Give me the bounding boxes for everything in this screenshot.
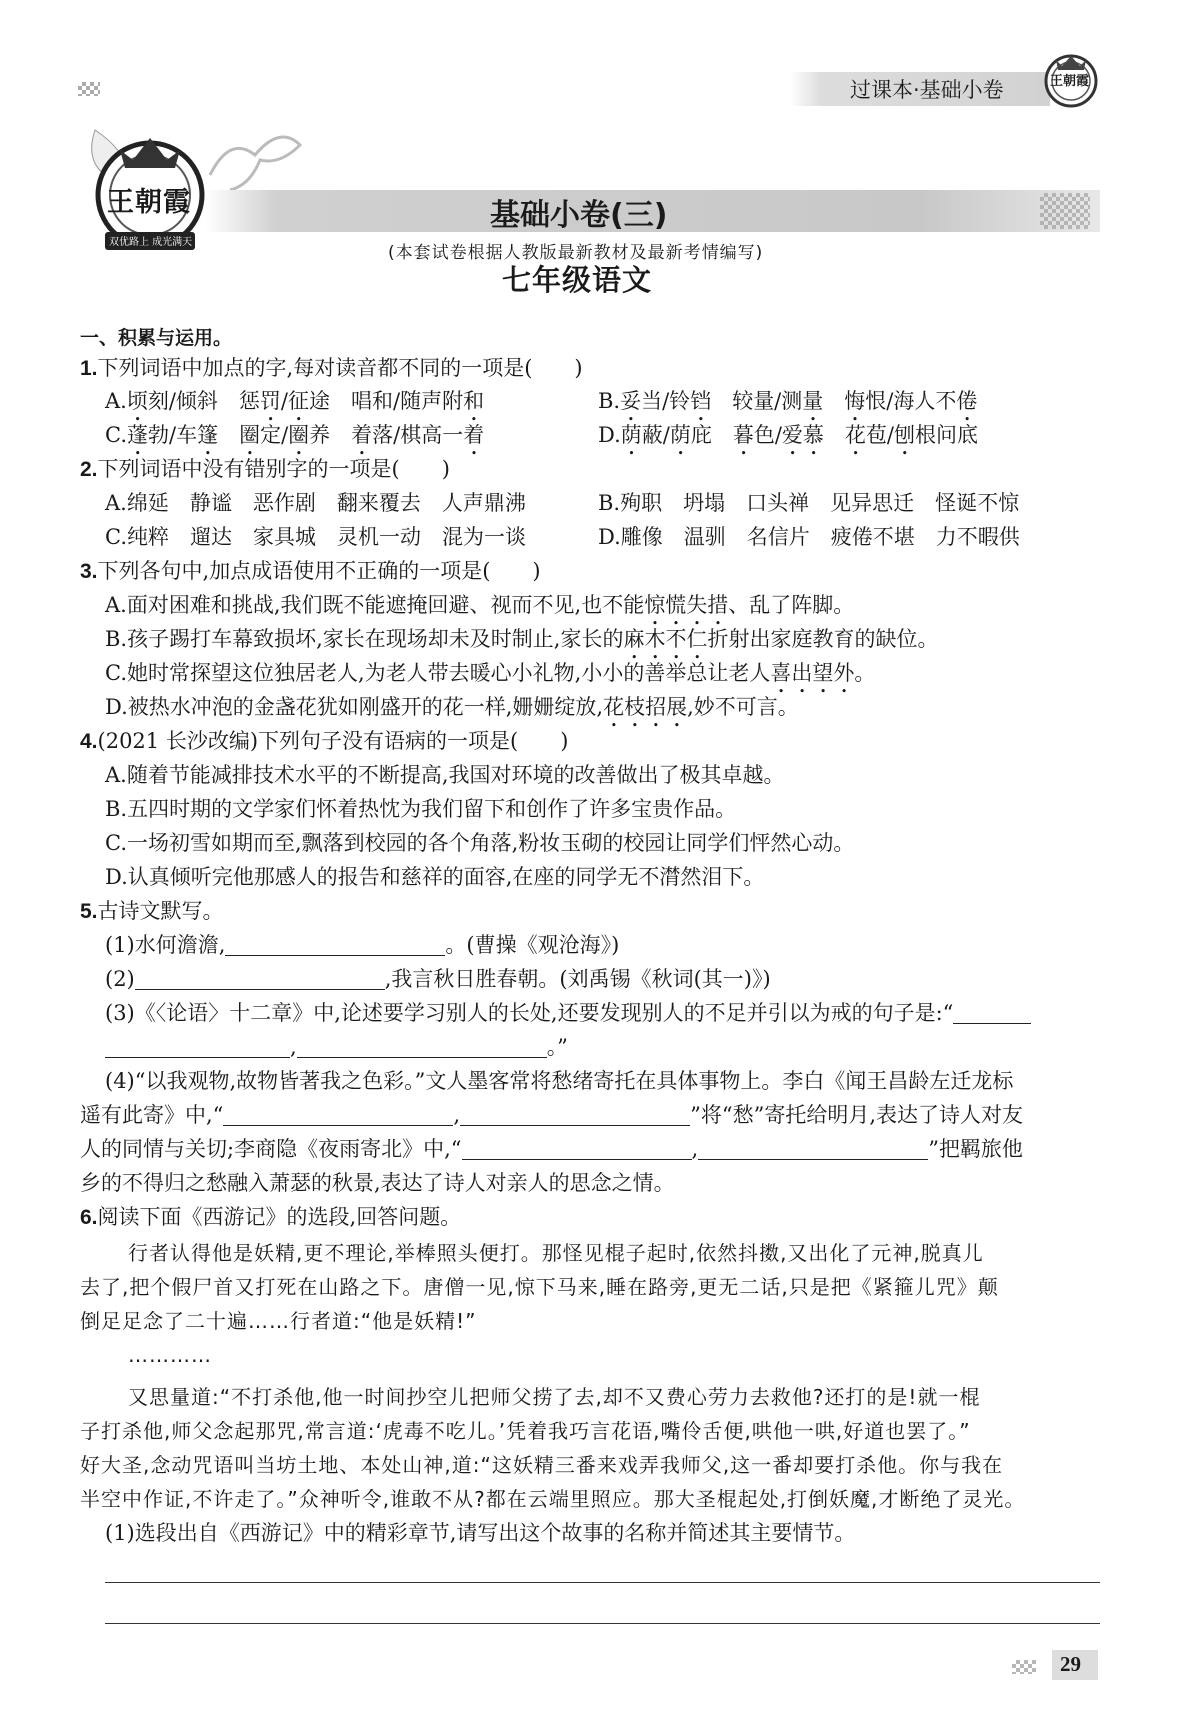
passage-line: 又思量道:“不打杀他,他一时间抄空儿把师父捞了去,却不又费心劳力去救他?还打的是!就一棍 xyxy=(128,1385,981,1409)
q1-c-text: 定/ xyxy=(260,423,289,447)
q1-c-label: C. xyxy=(105,423,127,447)
dotted-char: 荫 xyxy=(669,423,691,447)
q4-stem-text: (2021 长沙改编)下列句子没有语病的一项是( ) xyxy=(97,729,569,753)
dotted-char: 荫 xyxy=(620,423,642,447)
passage-line: 行者认得他是妖精,更不理论,举棒照头便打。那怪见棍子起时,依然抖擞,又出化了元神,脱真儿 xyxy=(128,1241,984,1265)
q1-b-text xyxy=(823,389,844,413)
q1-d-text: 根问底 xyxy=(915,423,978,447)
dotted-char: 花 xyxy=(844,423,866,447)
q5-number: 5. xyxy=(80,900,98,923)
dotted-char: 铛 xyxy=(690,389,712,413)
q5-part1 xyxy=(105,930,619,960)
dotted-char: 暮 xyxy=(732,423,754,447)
q2-number: 2. xyxy=(80,458,98,481)
series-title: 过课本·基础小卷 xyxy=(850,78,1004,102)
dotted-idiom: 惊慌失措 xyxy=(644,593,729,617)
q3-a-text: 、乱了阵脚。 xyxy=(728,593,855,617)
page-title: 基础小卷(三) xyxy=(490,198,668,233)
q5-p4-text: ”将“愁”寄托给明月,表达了诗人对友 xyxy=(690,1103,1023,1127)
passage-ellipsis: ………… xyxy=(128,1343,212,1367)
passage-line: 子打杀他,师父念起那咒,常言道:‘虎毒不吃儿。’凭着我巧言花语,嘴伶舌便,哄他一哄,好道也罢了。” xyxy=(80,1419,971,1443)
answer-line[interactable] xyxy=(105,1623,1100,1624)
answer-blank[interactable] xyxy=(953,1001,1031,1024)
q1-d-text: 庇 xyxy=(690,423,733,447)
q2-stem-text: 下列词语中没有错别字的一项是( ) xyxy=(97,457,450,481)
q3-number: 3. xyxy=(80,560,98,583)
page-number: 29 xyxy=(1060,1652,1081,1676)
q5-p1-text: (1)水何澹澹, xyxy=(105,933,226,957)
q3-stem-text: 下列各句中,加点成语使用不正确的一项是( ) xyxy=(97,559,541,583)
brand-seal-ribbon-text: 双优路上 成光满天 xyxy=(109,237,193,248)
ribbon-bow xyxy=(200,125,310,199)
q1-d-text: 苞/ xyxy=(865,423,894,447)
q1-a-text: 刻/倾斜 惩 xyxy=(147,389,260,413)
passage-line: 去了,把个假尸首又打死在山路之下。唐僧一见,惊下马来,睡在路旁,更无二话,只是把《紧箍儿咒》颠 xyxy=(80,1275,999,1299)
dotted-char: 圈 xyxy=(239,423,261,447)
answer-blank[interactable] xyxy=(225,933,445,956)
q5-part4-l4: 乡的不得归之愁融入萧瑟的秋景,表达了诗人对亲人的思念之情。 xyxy=(80,1171,675,1195)
answer-blank[interactable] xyxy=(105,1035,290,1058)
q5-part3-cont xyxy=(105,1032,568,1062)
q5-p2-text: ,我言秋日胜春朝。(刘禹锡《秋词(其一)》) xyxy=(384,967,771,991)
q1-d-text: 蔽/ xyxy=(641,423,670,447)
q4-option-d: D.认真倾听完他那感人的报告和慈祥的面容,在座的同学无不潸然泪下。 xyxy=(105,865,765,889)
section-heading: 一、积累与运用。 xyxy=(80,327,233,349)
decor-checker-title xyxy=(1040,193,1090,229)
dotted-idiom: 花枝招展 xyxy=(603,695,688,719)
q1-option-d xyxy=(598,420,978,460)
decor-checker-footer xyxy=(1012,1660,1036,1674)
dotted-char: 悔 xyxy=(844,389,866,413)
q3-d-text: ,妙不可言。 xyxy=(687,695,799,719)
q3-b-text: 折射出家庭教育的缺位。 xyxy=(707,627,939,651)
subject-title: 七年级语文 xyxy=(502,263,653,297)
q1-b-text: 恨/海人不 xyxy=(865,389,957,413)
q1-b-text xyxy=(711,389,732,413)
q1-a-text: 途 唱 xyxy=(309,389,372,413)
q5-p4-text: , xyxy=(453,1103,461,1127)
title-note: (本套试卷根据人教版最新教材及最新考情编写) xyxy=(388,243,764,263)
dotted-char: 圈 xyxy=(288,423,310,447)
q1-c-text: 养 xyxy=(309,423,352,447)
dotted-char: 和 xyxy=(463,389,485,413)
q1-c-text xyxy=(218,423,239,447)
q6-stem-text: 阅读下面《西游记》的选段,回答问题。 xyxy=(97,1205,462,1229)
q1-b-text: 较 xyxy=(732,389,754,413)
dotted-char: 妥 xyxy=(620,389,642,413)
q5-stem-text: 古诗文默写。 xyxy=(97,899,224,923)
q5-part2 xyxy=(105,964,771,994)
q3-a-text: A.面对困难和挑战,我们既不能遮掩回避、视而不见,也不能 xyxy=(105,593,645,617)
q3-c-text: C.她时常探望这位独居老人,为老人带去暖心小礼物,小小的善举总让老人 xyxy=(105,661,771,685)
q5-p3-text: 。” xyxy=(546,1035,568,1059)
passage-line: 好大圣,念动咒语叫当坊土地、本处山神,道:“这妖精三番来戏弄我师父,这一番却要打杀他。你与我在 xyxy=(80,1453,1004,1477)
q2-option-b: B.殉职 坍塌 口头禅 见异思迁 怪诞不惊 xyxy=(598,491,1020,515)
q1-c-text: 落/棋高一 xyxy=(372,423,464,447)
answer-blank[interactable] xyxy=(297,1035,547,1058)
q1-c-text: 勃/车 xyxy=(148,423,198,447)
q2-option-a: A.绵延 静谧 恶作剧 翻来覆去 人声鼎沸 xyxy=(105,491,526,515)
q1-d-text: 色/ xyxy=(753,423,782,447)
q5-part4: (4)“以我观物,故物皆著我之色彩。”文人墨客常将愁绪寄托在具体事物上。李白《闻王昌龄左迁龙标 xyxy=(105,1069,1014,1093)
answer-blank[interactable] xyxy=(462,1137,692,1160)
q5-part4-l2 xyxy=(80,1100,1023,1130)
dotted-idiom: 喜出望外 xyxy=(770,661,855,685)
q1-b-label: B. xyxy=(598,389,621,413)
q3-d-text: D.被热水冲泡的金盏花犹如刚盛开的花一样,姗姗绽放, xyxy=(105,695,604,719)
q1-number: 1. xyxy=(80,357,98,380)
q5-p4-text: ”把羁旅他 xyxy=(928,1137,1023,1161)
q5-p2-text: (2) xyxy=(105,967,135,991)
q4-number: 4. xyxy=(80,730,98,753)
q6-stem xyxy=(80,1202,461,1233)
brand-seal-large xyxy=(85,120,215,260)
q1-stem xyxy=(80,353,583,384)
dotted-char: 着 xyxy=(351,423,373,447)
dotted-char: 刨 xyxy=(894,423,915,447)
q1-b-text: 当/铃 xyxy=(641,389,691,413)
q5-p3-text: (3)《〈论语〉十二章》中,论述要学习别人的长处,还要发现别人的不足并引以为戒的句子是:“ xyxy=(105,1001,954,1025)
brand-seal-small-text: 王朝霞 xyxy=(1050,74,1090,89)
q4-option-c: C.一场初雪如期而至,飘落到校园的各个角落,粉妆玉砌的校园让同学们怦然心动。 xyxy=(105,831,855,855)
brand-seal-large-text: 王朝霞 xyxy=(107,187,191,218)
dotted-char: 量 xyxy=(802,389,824,413)
q6-number: 6. xyxy=(80,1206,98,1229)
brand-seal-small xyxy=(1042,50,1100,108)
q1-d-text xyxy=(824,423,845,447)
q1-b-text: 量/测 xyxy=(753,389,803,413)
dotted-char: 篷 xyxy=(197,423,219,447)
dotted-char: 顷 xyxy=(126,389,148,413)
answer-blank[interactable] xyxy=(135,967,385,990)
q1-stem-text: 下列词语中加点的字,每对读音都不同的一项是( ) xyxy=(97,356,583,380)
q5-p4-text: , xyxy=(691,1137,699,1161)
q4-option-a: A.随着节能减排技术水平的不断提高,我国对环境的改善做出了极其卓越。 xyxy=(105,763,785,787)
dotted-char: 罚/征 xyxy=(259,389,309,413)
q4-option-b: B.五四时期的文学家们怀着热忱为我们留下和创作了许多宝贵作品。 xyxy=(105,797,737,821)
dotted-char: 蓬 xyxy=(127,423,148,447)
q5-part4-l3 xyxy=(80,1134,1023,1164)
q2-option-c: C.纯粹 遛达 家具城 灵机一动 混为一谈 xyxy=(105,525,526,549)
q5-p4-text: 遥有此寄》中,“ xyxy=(80,1103,224,1127)
answer-blank[interactable] xyxy=(698,1137,928,1160)
q5-p3-text: , xyxy=(290,1035,297,1059)
q3-b-text: B.孩子踢打车幕致损坏,家长在现场却未及时制止,家长的 xyxy=(105,627,624,651)
passage-line: 倒足足念了二十遍……行者道:“他是妖精!” xyxy=(80,1309,477,1333)
q3-c-text: 。 xyxy=(854,661,876,685)
q2-stem xyxy=(80,454,450,485)
q5-p4-text: 人的同情与关切;李商隐《夜雨寄北》中,“ xyxy=(80,1137,462,1161)
dotted-char: 着 xyxy=(463,423,485,447)
q5-stem xyxy=(80,896,224,927)
dotted-char: 倦 xyxy=(956,389,978,413)
decor-checker-topleft xyxy=(78,82,100,96)
q3-stem xyxy=(80,556,541,587)
passage-line: 半空中作证,不许走了。”众神听令,谁敢不从?都在云端里照应。那大圣棍起处,打倒妖魔,才断绝了灵光。 xyxy=(80,1487,1026,1511)
dotted-idiom: 麻木不仁 xyxy=(623,627,708,651)
q6-sub1: (1)选段出自《西游记》中的精彩章节,请写出这个故事的名称并简述其主要情节。 xyxy=(105,1521,856,1545)
answer-line[interactable] xyxy=(105,1582,1100,1583)
q2-option-d: D.雕像 温驯 名信片 疲倦不堪 力不暇供 xyxy=(598,525,1020,549)
q5-p1-text: 。(曹操《观沧海》) xyxy=(445,933,620,957)
q4-stem xyxy=(80,726,568,757)
q1-d-label: D. xyxy=(598,423,621,447)
q1-a-text: 和/随声附 xyxy=(372,389,464,413)
q5-part3 xyxy=(105,998,1031,1028)
answer-blank[interactable] xyxy=(223,1103,453,1126)
dotted-char: 爱慕 xyxy=(781,423,824,447)
q1-a-label: A. xyxy=(105,389,127,413)
answer-blank[interactable] xyxy=(460,1103,690,1126)
